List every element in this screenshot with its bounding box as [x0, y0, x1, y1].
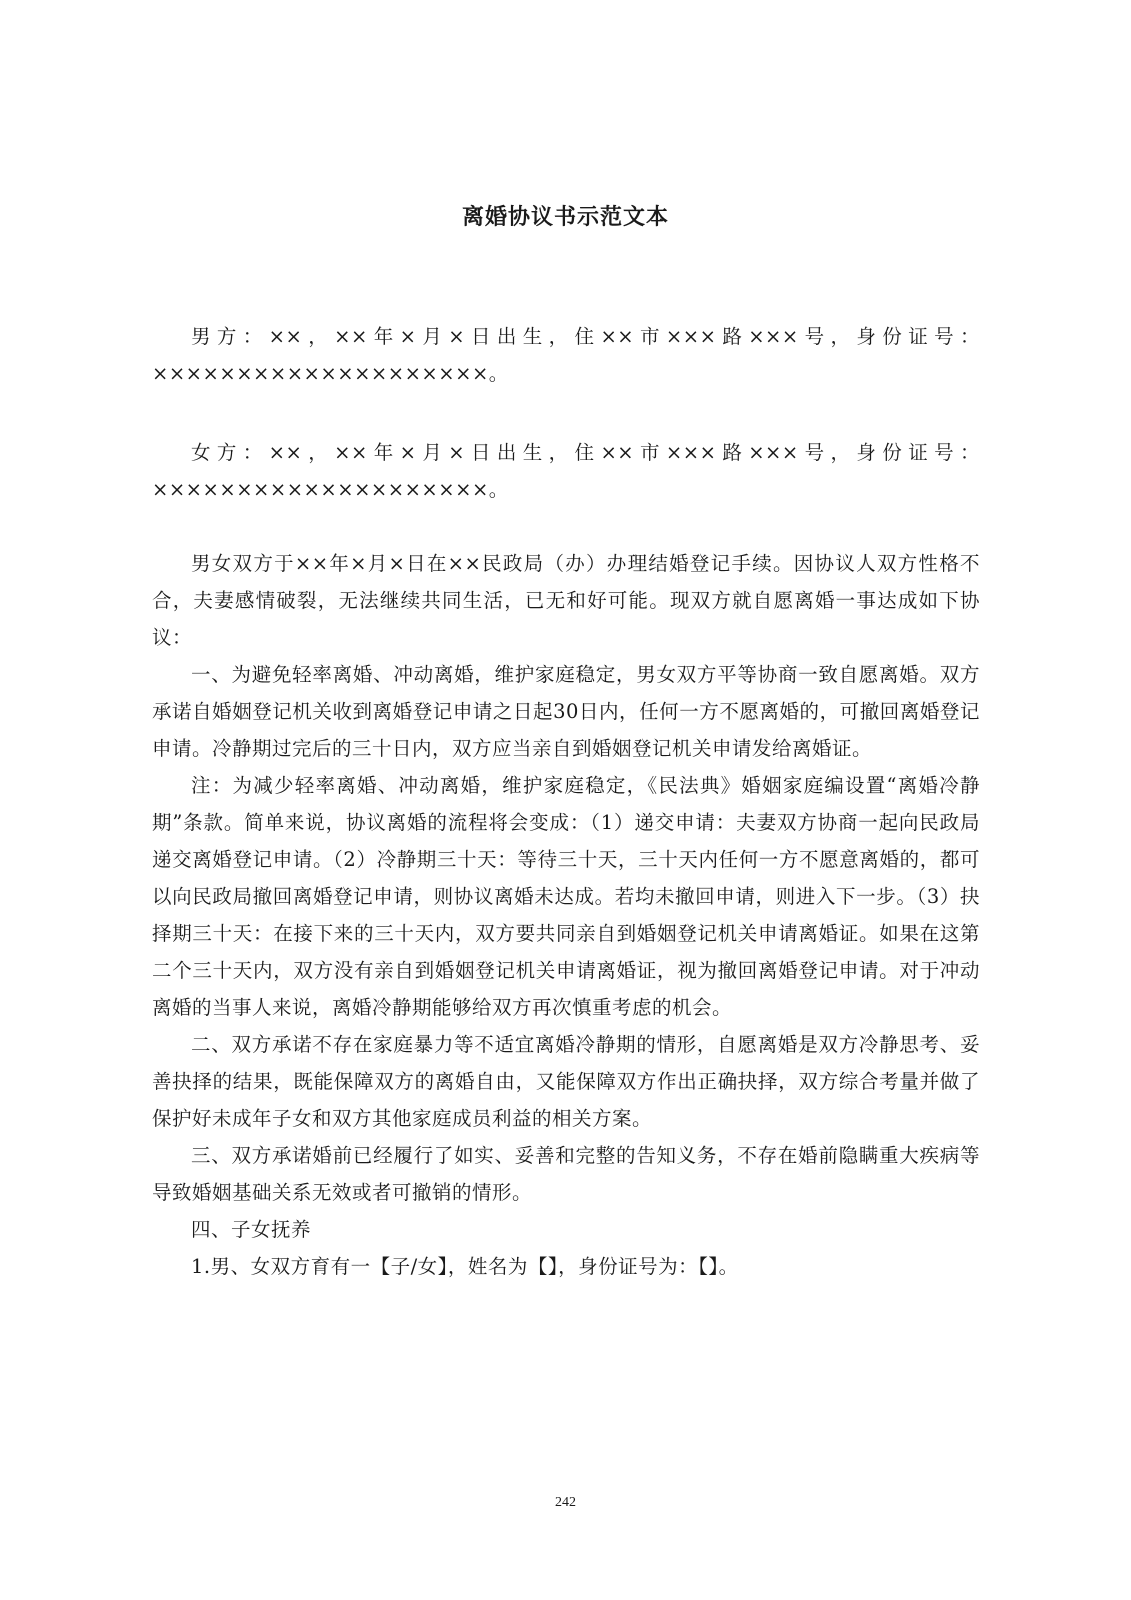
- note-paragraph: 注：为减少轻率离婚、冲动离婚，维护家庭稳定，《民法典》婚姻家庭编设置“离婚冷静期”条款。简单来说，协议离婚的流程将会变成：（1）递交申请：夫妻双方协商一起向民政局递交离婚登记申请。（2）冷静期三十天：等待三十天，三十天内任何一方不愿意离婚的，都可以向民政局撤回离婚登记申请，则协议离婚未达成。若均未撤回申请，则进入下一步。（3）抉择期三十天：在接下来的三十天内，双方要共同亲自到婚姻登记机关申请离婚证。如果在这第二个三十天内，双方没有亲自到婚姻登记机关申请离婚证，视为撤回离婚登记申请。对于冲动离婚的当事人来说，离婚冷静期能够给双方再次慎重考虑的机会。: [152, 774, 980, 1019]
- clause-2-paragraph: 二、双方承诺不存在家庭暴力等不适宜离婚冷静期的情形，自愿离婚是双方冷静思考、妥善抉择的结果，既能保障双方的离婚自由，又能保障双方作出正确抉择，双方综合考量并做了保护好未成年子女和双方其他家庭成员利益的相关方案。: [152, 1033, 980, 1130]
- page-number: 242: [555, 1495, 576, 1510]
- female-party-info: [152, 434, 980, 508]
- clause-4-heading: 四、子女抚养: [191, 1218, 312, 1241]
- male-party-info: [152, 318, 980, 392]
- agreement-body: [152, 545, 980, 1285]
- document-title: 离婚协议书示范文本: [461, 205, 669, 230]
- male-party-paragraph: 男方：××，××年×月×日出生，住××市×××路×××号，身份证号：××××××××××××××××××××。: [152, 325, 980, 385]
- clause-1-paragraph: 一、为避免轻率离婚、冲动离婚，维护家庭稳定，男女双方平等协商一致自愿离婚。双方承诺自婚姻登记机关收到离婚登记申请之日起30日内，任何一方不愿离婚的，可撤回离婚登记申请。冷静期过完后的三十日内，双方应当亲自到婚姻登记机关申请发给离婚证。: [152, 663, 980, 760]
- female-party-paragraph: 女方：××，××年×月×日出生，住××市×××路×××号，身份证号：××××××××××××××××××××。: [152, 441, 980, 501]
- clause-3-paragraph: 三、双方承诺婚前已经履行了如实、妥善和完整的告知义务，不存在婚前隐瞒重大疾病等导致婚姻基础关系无效或者可撤销的情形。: [152, 1144, 980, 1204]
- intro-paragraph: 男女双方于××年×月×日在××民政局（办）办理结婚登记手续。因协议人双方性格不合，夫妻感情破裂，无法继续共同生活，已无和好可能。现双方就自愿离婚一事达成如下协议：: [152, 552, 980, 649]
- clause-4-item-1: 1.男、女双方育有一【子/女】，姓名为【】，身份证号为：【】。: [191, 1255, 739, 1278]
